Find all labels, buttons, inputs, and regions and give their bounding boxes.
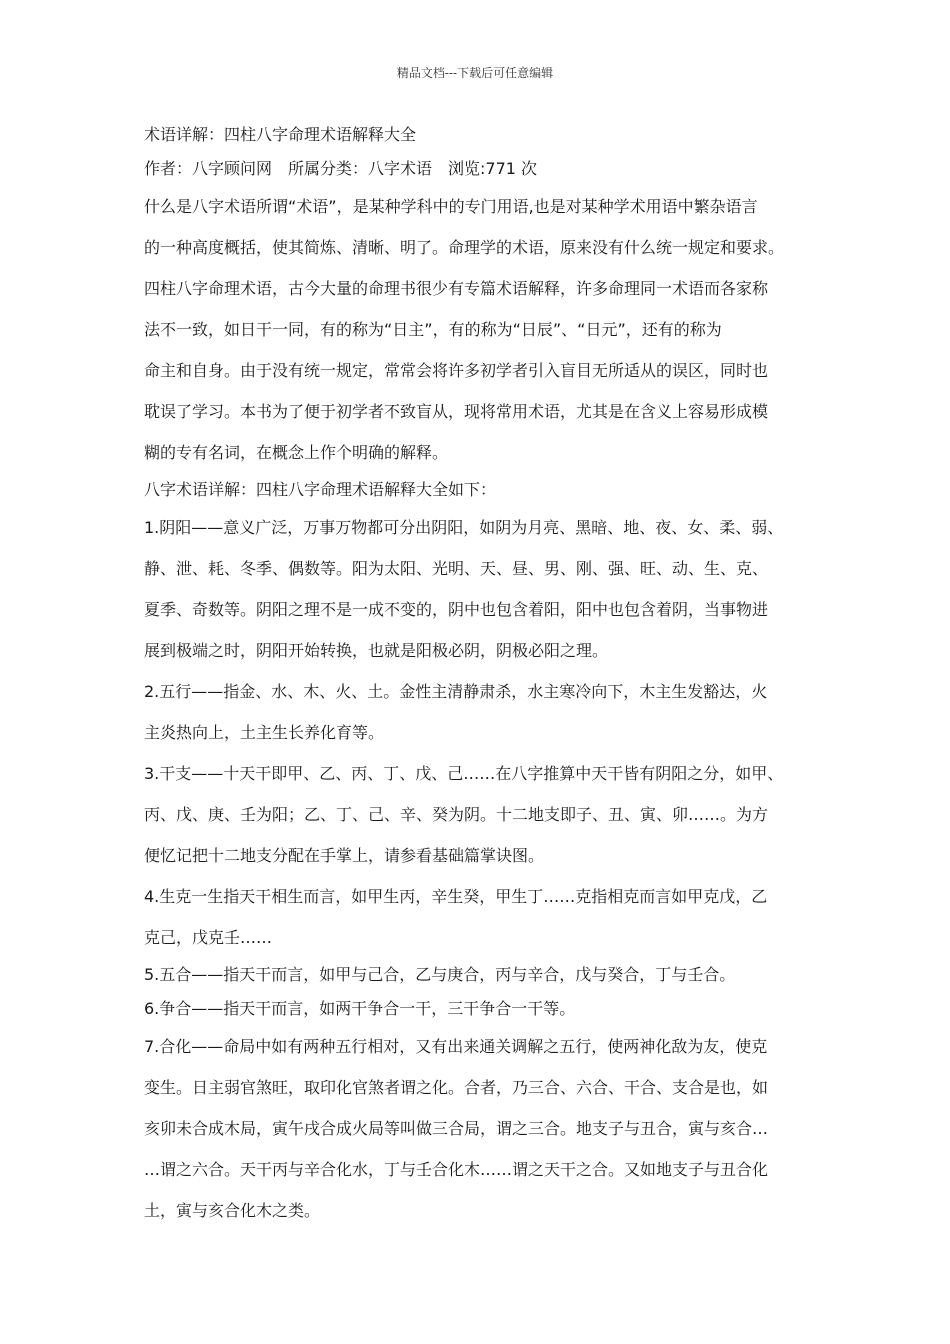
term-line: 静、泄、耗、冬季、偶数等。阳为太阳、光明、天、昼、男、刚、强、旺、动、生、克、 [144,559,769,578]
term-line: 夏季、奇数等。阴阳之理不是一成不变的，阴中也包含着阳，阳中也包含着阴，当事物进 [144,600,769,619]
term-line: 丙、戊、庚、壬为阳；乙、丁、己、辛、癸为阴。十二地支即子、丑、寅、卯……。为方 [144,805,769,824]
term-line: 5.五合——指天干而言，如甲与己合，乙与庚合，丙与辛合，戊与癸合，丁与壬合。 [144,965,736,984]
term-line: 1.阴阳——意义广泛，万事万物都可分出阴阳，如阴为月亮、黑暗、地、夜、女、柔、弱、 [144,518,784,537]
term-line: 亥卯未合成木局，寅午戌合成火局等叫做三合局，谓之三合。地支子与丑合，寅与亥合… [144,1119,769,1138]
term-line: 展到极端之时，阴阳开始转换，也就是阳极必阴，阴极必阳之理。 [144,641,609,660]
intro-line: 耽误了学习。本书为了便于初学者不致盲从，现将常用术语，尤其是在含义上容易形成模 [144,402,769,421]
term-wuxing [144,671,808,753]
term-line: 变生。日主弱官煞旺，取印化官煞者谓之化。合者，乃三合、六合、干合、支合是也，如 [144,1078,769,1097]
term-line: 2.五行——指金、水、木、火、土。金性主清静肃杀，水主寒冷向下，木主生发豁达，火 [144,682,768,701]
page-header: 精品文档---下载后可任意编辑 [396,66,554,80]
term-line: 7.合化——命局中如有两种五行相对，又有出来通关调解之五行，使两神化敌为友，使克 [144,1037,768,1056]
term-line: …谓之六合。天干丙与辛合化水，丁与壬合化木……谓之天干之合。又如地支子与丑合化 [144,1160,769,1179]
list-intro: 八字术语详解：四柱八字命理术语解释大全如下： [144,480,497,499]
intro-line: 四柱八字命理术语，古今大量的命理书很少有专篇术语解释，许多命理同一术语而各家称 [144,279,769,298]
article-title: 术语详解：四柱八字命理术语解释大全 [144,125,417,144]
term-hehua [144,1026,808,1231]
intro-line: 法不一致，如日干一同，有的称为“日主”，有的称为“日辰”、“日元”，还有的称为 [144,320,722,339]
article-meta [144,152,808,186]
term-line: 克己，戊克壬…… [144,928,273,947]
term-line: 4.生克一生指天干相生而言，如甲生丙，辛生癸，甲生丁……克指相克而言如甲克戊，乙 [144,887,768,906]
term-line: 3.干支——十天干即甲、乙、丙、丁、戊、己……在八字推算中天干皆有阴阳之分，如甲、 [144,764,784,783]
term-line: 6.争合——指天干而言，如两干争合一干，三干争合一干等。 [144,999,576,1018]
intro-line: 的一种高度概括，使其简炼、清晰、明了。命理学的术语，原来没有什么统一规定和要求。 [144,238,785,257]
term-yinyang [144,507,808,671]
intro-paragraph [144,186,808,473]
term-zhenghe [144,992,808,1026]
intro-line: 命主和自身。由于没有统一规定，常常会将许多初学者引入盲目无所适从的误区，同时也 [144,361,769,380]
term-wuhe [144,958,808,992]
intro-line: 什么是八字术语所谓“术语”，是某种学科中的专门用语,也是对某种学术用语中繁杂语言 [144,197,758,216]
term-shengke [144,876,808,958]
term-line: 便忆记把十二地支分配在手掌上，请参看基础篇掌诀图。 [144,846,545,865]
meta-views: 浏览:771 次 [448,159,538,178]
article-body [144,118,808,1231]
meta-category: 所属分类：八字术语 [288,159,433,178]
term-ganzhi [144,753,808,876]
intro-line: 糊的专有名词，在概念上作个明确的解释。 [144,443,449,462]
term-line: 主炎热向上，土主生长养化育等。 [144,723,385,742]
term-line: 土，寅与亥合化木之类。 [144,1201,321,1220]
meta-author: 作者：八字顾问网 [144,159,273,178]
